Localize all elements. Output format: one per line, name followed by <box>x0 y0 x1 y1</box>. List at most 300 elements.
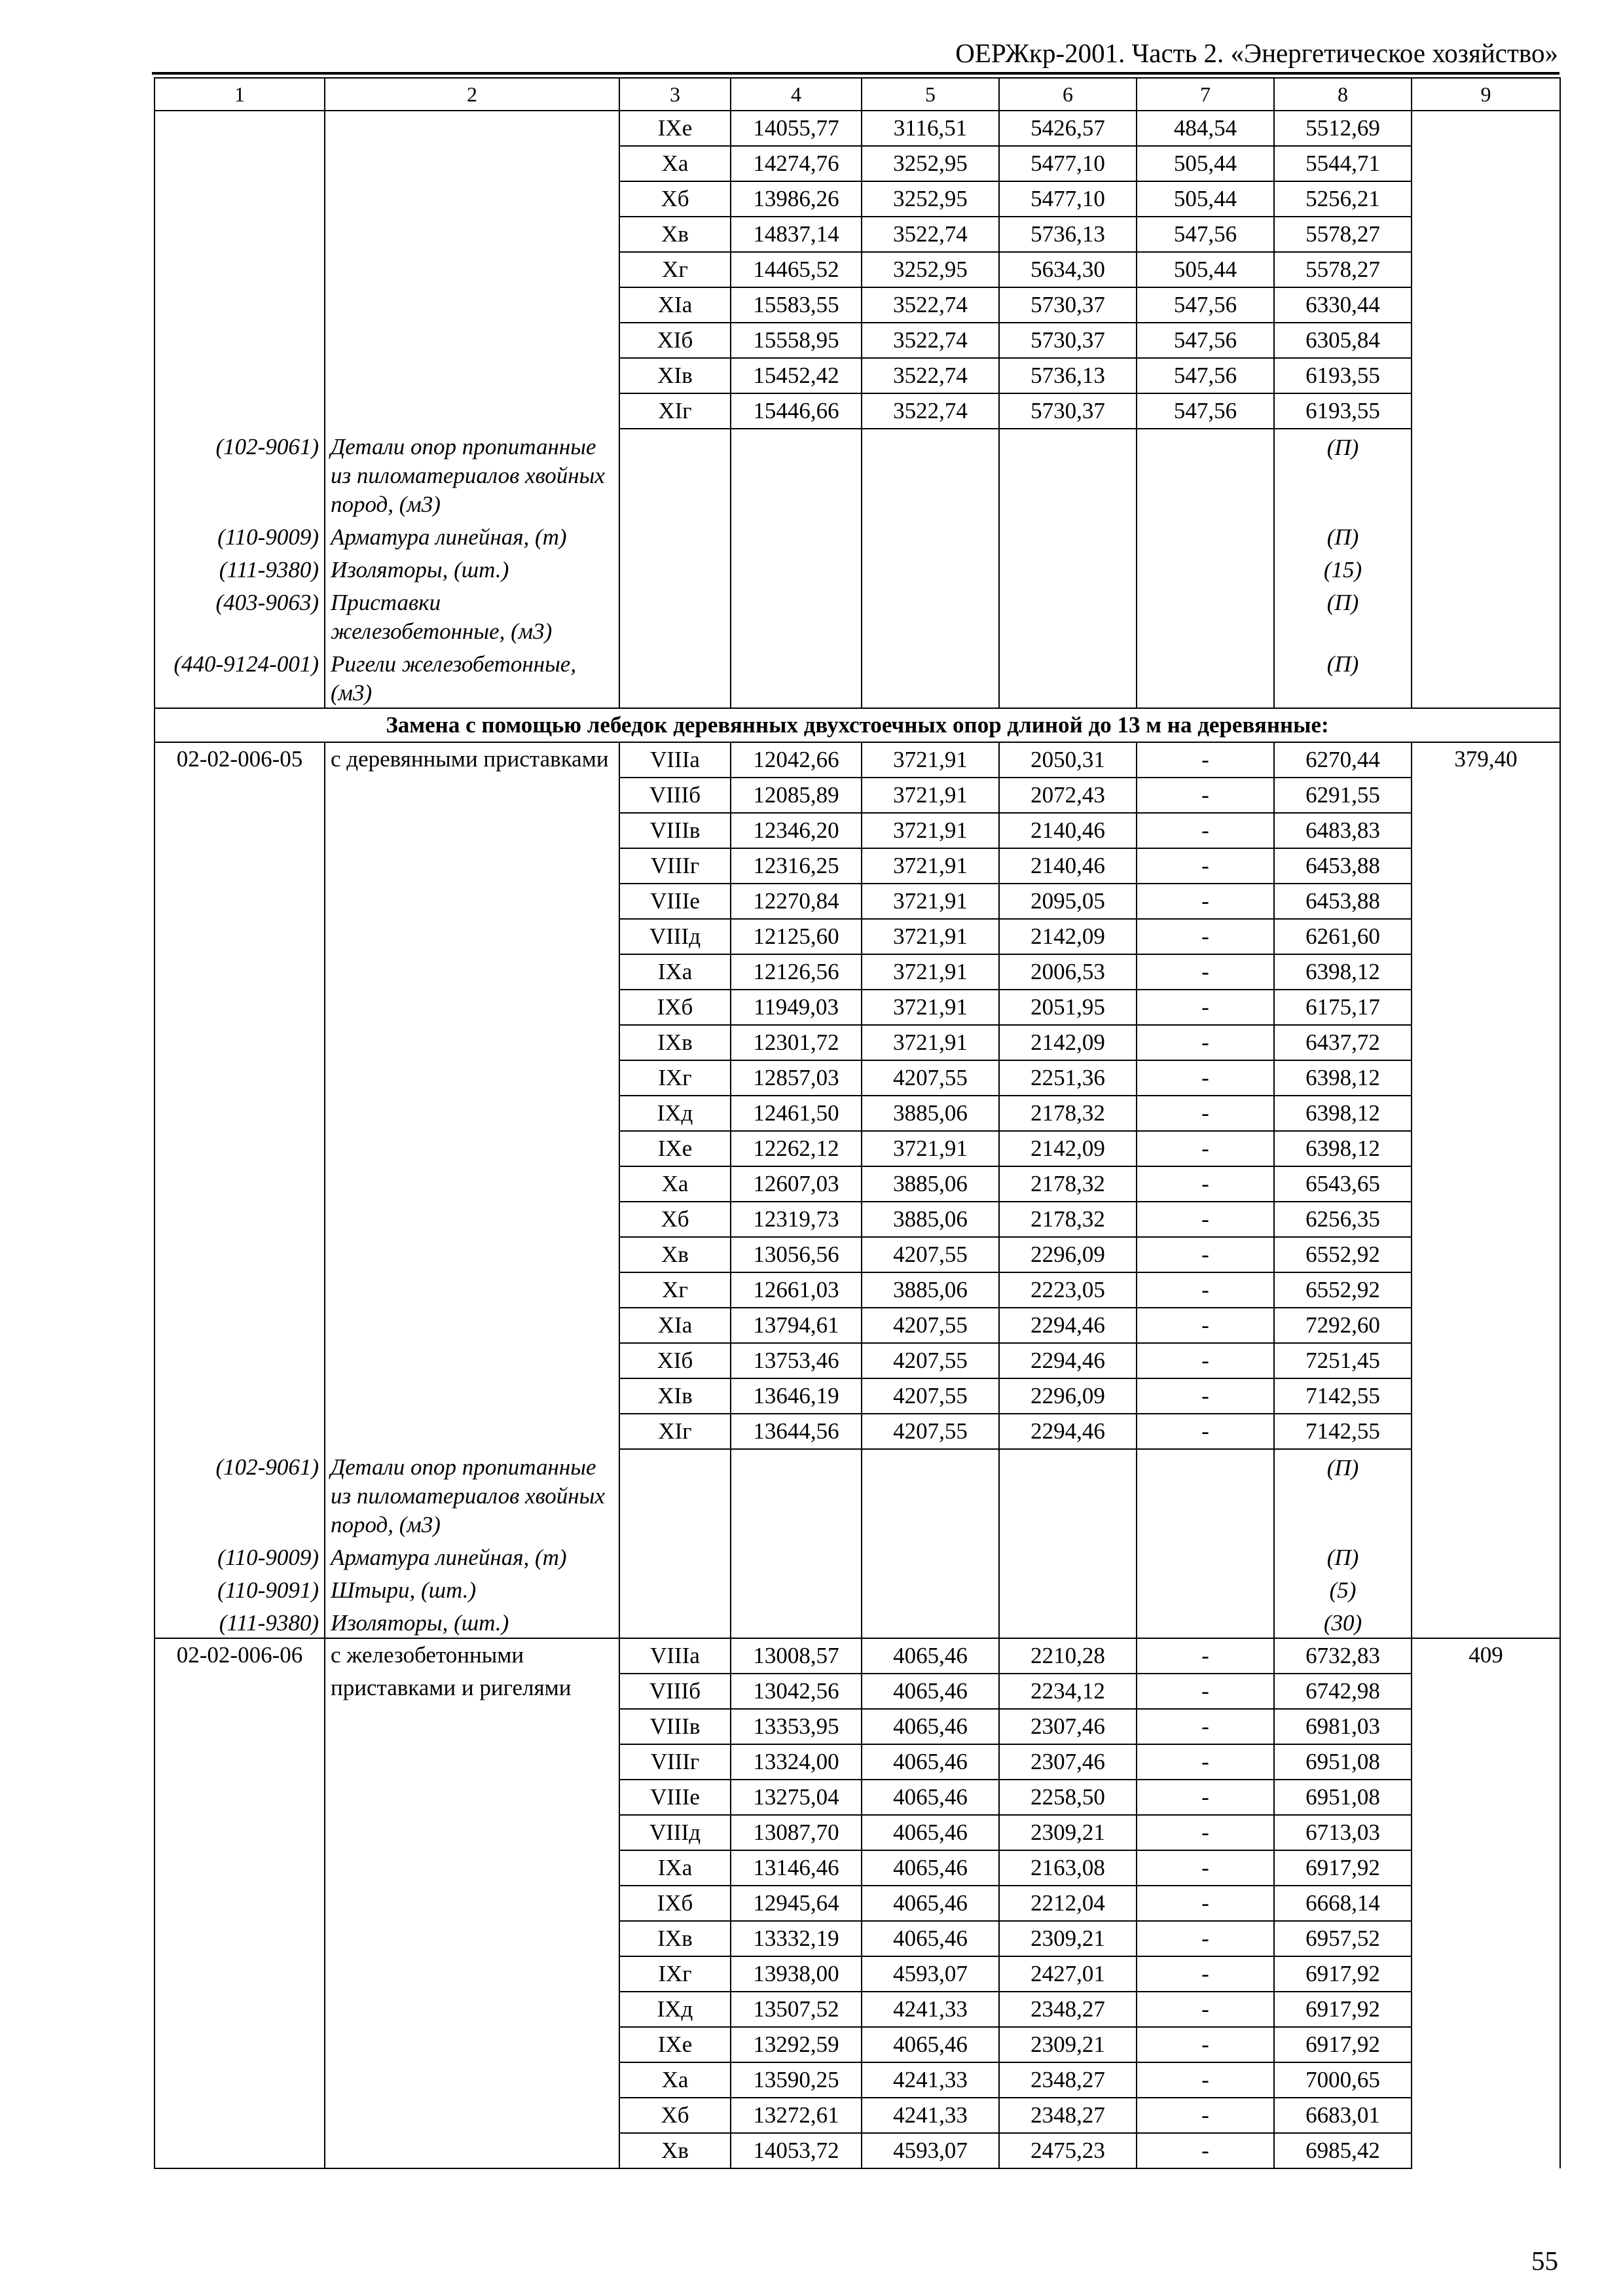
machinist-wages: - <box>1137 2062 1274 2098</box>
materials-cost: 7292,60 <box>1274 1308 1412 1343</box>
empty-cell <box>731 584 862 646</box>
tension-class: VIIIб <box>619 1674 731 1709</box>
empty-cell <box>999 1539 1137 1572</box>
resource-quantity: (30) <box>1274 1605 1412 1638</box>
resource-name: Изоляторы, (шт.) <box>325 1605 619 1638</box>
wages: 3116,51 <box>862 111 999 146</box>
machinist-wages: - <box>1137 1202 1274 1237</box>
empty-cell <box>999 1449 1137 1539</box>
empty-cell <box>1137 1572 1274 1605</box>
materials-cost: 6270,44 <box>1274 742 1412 778</box>
empty-cell <box>1137 646 1274 708</box>
resource-quantity: (П) <box>1274 1539 1412 1572</box>
empty-cell <box>1412 519 1560 552</box>
machinist-wages: - <box>1137 1850 1274 1886</box>
wages: 4065,46 <box>862 2027 999 2062</box>
machine-cost: 2178,32 <box>999 1202 1137 1237</box>
tension-class: Xа <box>619 146 731 181</box>
tension-class: Xа <box>619 2062 731 2098</box>
materials-cost: 6917,92 <box>1274 1956 1412 1992</box>
empty-cell <box>731 646 862 708</box>
machinist-wages: - <box>1137 1025 1274 1060</box>
machinist-wages: - <box>1137 1638 1274 1674</box>
wages: 4241,33 <box>862 2098 999 2133</box>
tension-class: IXд <box>619 1992 731 2027</box>
resource-code: (110-9091) <box>155 1572 325 1605</box>
rate-code <box>155 111 325 429</box>
wages: 4207,55 <box>862 1378 999 1414</box>
materials-cost: 5544,71 <box>1274 146 1412 181</box>
resource-name: Детали опор пропитанные из пиломатериалов хвойных пород, (м3) <box>325 429 619 519</box>
total-cost: 14053,72 <box>731 2133 862 2168</box>
machinist-wages: - <box>1137 2098 1274 2133</box>
resource-name: Арматура линейная, (т) <box>325 1539 619 1572</box>
total-cost: 13087,70 <box>731 1815 862 1850</box>
total-cost: 14274,76 <box>731 146 862 181</box>
wages: 4241,33 <box>862 2062 999 2098</box>
rates-table <box>154 77 1561 2169</box>
column-header-5: 5 <box>862 78 999 111</box>
total-cost: 13275,04 <box>731 1780 862 1815</box>
column-header-8: 8 <box>1274 78 1412 111</box>
machinist-wages: 547,56 <box>1137 393 1274 429</box>
machinist-wages: - <box>1137 1744 1274 1780</box>
machinist-wages: - <box>1137 778 1274 813</box>
column-header-7: 7 <box>1137 78 1274 111</box>
machinist-wages: 505,44 <box>1137 252 1274 287</box>
tension-class: IXе <box>619 2027 731 2062</box>
materials-cost: 6957,52 <box>1274 1921 1412 1956</box>
machinist-wages: - <box>1137 1096 1274 1131</box>
empty-cell <box>1412 646 1560 708</box>
tension-class: Xв <box>619 2133 731 2168</box>
machinist-wages: 547,56 <box>1137 323 1274 358</box>
empty-cell <box>999 552 1137 584</box>
resource-row <box>155 552 1560 584</box>
machinist-wages: - <box>1137 1992 1274 2027</box>
materials-cost: 5578,27 <box>1274 252 1412 287</box>
total-cost: 13986,26 <box>731 181 862 217</box>
tension-class: VIIIг <box>619 848 731 884</box>
machinist-wages: - <box>1137 848 1274 884</box>
machinist-wages: - <box>1137 1886 1274 1921</box>
labour-cost <box>1412 111 1560 429</box>
tension-class: XIв <box>619 1378 731 1414</box>
empty-cell <box>862 552 999 584</box>
materials-cost: 7251,45 <box>1274 1343 1412 1378</box>
resource-quantity: (П) <box>1274 584 1412 646</box>
resource-quantity: (П) <box>1274 1449 1412 1539</box>
empty-cell <box>731 552 862 584</box>
materials-cost: 6453,88 <box>1274 884 1412 919</box>
tension-class: Xа <box>619 1166 731 1202</box>
empty-cell <box>731 429 862 519</box>
total-cost: 12346,20 <box>731 813 862 848</box>
machinist-wages: - <box>1137 1308 1274 1343</box>
empty-cell <box>1412 1572 1560 1605</box>
total-cost: 15446,66 <box>731 393 862 429</box>
machine-cost: 2294,46 <box>999 1343 1137 1378</box>
total-cost: 12319,73 <box>731 1202 862 1237</box>
empty-cell <box>862 519 999 552</box>
wages: 4207,55 <box>862 1060 999 1096</box>
total-cost: 12126,56 <box>731 954 862 990</box>
wages: 4065,46 <box>862 1921 999 1956</box>
machinist-wages: 547,56 <box>1137 287 1274 323</box>
tension-class: IXб <box>619 1886 731 1921</box>
resource-name: Детали опор пропитанные из пиломатериалов хвойных пород, (м3) <box>325 1449 619 1539</box>
resource-name: Ригели железобетонные, (м3) <box>325 646 619 708</box>
table-row <box>155 1638 1560 1674</box>
machine-cost: 2140,46 <box>999 813 1137 848</box>
machine-cost: 5730,37 <box>999 393 1137 429</box>
total-cost: 13644,56 <box>731 1414 862 1449</box>
machinist-wages: - <box>1137 1131 1274 1166</box>
resource-quantity: (П) <box>1274 646 1412 708</box>
materials-cost: 6552,92 <box>1274 1272 1412 1308</box>
machinist-wages: 484,54 <box>1137 111 1274 146</box>
machinist-wages: - <box>1137 1060 1274 1096</box>
total-cost: 14837,14 <box>731 217 862 252</box>
materials-cost: 5256,21 <box>1274 181 1412 217</box>
tension-class: VIIIд <box>619 919 731 954</box>
total-cost: 13507,52 <box>731 1992 862 2027</box>
empty-cell <box>1137 429 1274 519</box>
machinist-wages: - <box>1137 1674 1274 1709</box>
wages: 4065,46 <box>862 1638 999 1674</box>
wages: 3721,91 <box>862 919 999 954</box>
machine-cost: 2178,32 <box>999 1096 1137 1131</box>
machinist-wages: 547,56 <box>1137 217 1274 252</box>
machinist-wages: - <box>1137 2133 1274 2168</box>
materials-cost: 7000,65 <box>1274 2062 1412 2098</box>
machine-cost: 2223,05 <box>999 1272 1137 1308</box>
wages: 4065,46 <box>862 1886 999 1921</box>
resource-row <box>155 429 1560 519</box>
materials-cost: 6398,12 <box>1274 1060 1412 1096</box>
machine-cost: 2294,46 <box>999 1308 1137 1343</box>
wages: 4065,46 <box>862 1674 999 1709</box>
total-cost: 12607,03 <box>731 1166 862 1202</box>
resource-row <box>155 1572 1560 1605</box>
total-cost: 12661,03 <box>731 1272 862 1308</box>
tension-class: IXг <box>619 1060 731 1096</box>
total-cost: 13008,57 <box>731 1638 862 1674</box>
empty-cell <box>999 646 1137 708</box>
wages: 4207,55 <box>862 1237 999 1272</box>
machine-cost: 5736,13 <box>999 217 1137 252</box>
wages: 4065,46 <box>862 1780 999 1815</box>
resource-name: Арматура линейная, (т) <box>325 519 619 552</box>
total-cost: 14055,77 <box>731 111 862 146</box>
wages: 4241,33 <box>862 1992 999 2027</box>
wages: 4065,46 <box>862 1850 999 1886</box>
materials-cost: 6261,60 <box>1274 919 1412 954</box>
tension-class: Xб <box>619 1202 731 1237</box>
total-cost: 12262,12 <box>731 1131 862 1166</box>
total-cost: 13042,56 <box>731 1674 862 1709</box>
wages: 3885,06 <box>862 1166 999 1202</box>
empty-cell <box>1412 584 1560 646</box>
machine-cost: 2163,08 <box>999 1850 1137 1886</box>
empty-cell <box>619 1539 731 1572</box>
resource-code: (102-9061) <box>155 1449 325 1539</box>
total-cost: 13292,59 <box>731 2027 862 2062</box>
materials-cost: 6951,08 <box>1274 1744 1412 1780</box>
machine-cost: 2427,01 <box>999 1956 1137 1992</box>
empty-cell <box>862 1449 999 1539</box>
machinist-wages: - <box>1137 1166 1274 1202</box>
wages: 3522,74 <box>862 287 999 323</box>
empty-cell <box>731 1572 862 1605</box>
machine-cost: 2296,09 <box>999 1378 1137 1414</box>
materials-cost: 6713,03 <box>1274 1815 1412 1850</box>
machine-cost: 2296,09 <box>999 1237 1137 1272</box>
machinist-wages: - <box>1137 813 1274 848</box>
materials-cost: 6193,55 <box>1274 393 1412 429</box>
resource-name: Штыри, (шт.) <box>325 1572 619 1605</box>
work-name: с железобетонными приставками и ригелями <box>325 1638 619 2168</box>
materials-cost: 6732,83 <box>1274 1638 1412 1674</box>
tension-class: IXб <box>619 990 731 1025</box>
running-header: ОЕРЖкр-2001. Часть 2. «Энергетическое хозяйство» <box>955 38 1558 68</box>
wages: 4065,46 <box>862 1815 999 1850</box>
machinist-wages: - <box>1137 884 1274 919</box>
empty-cell <box>1412 552 1560 584</box>
materials-cost: 6683,01 <box>1274 2098 1412 2133</box>
machinist-wages: - <box>1137 1780 1274 1815</box>
machine-cost: 2309,21 <box>999 1815 1137 1850</box>
total-cost: 12270,84 <box>731 884 862 919</box>
tension-class: VIIIе <box>619 884 731 919</box>
wages: 3522,74 <box>862 393 999 429</box>
empty-cell <box>862 1539 999 1572</box>
wages: 3721,91 <box>862 954 999 990</box>
machine-cost: 2234,12 <box>999 1674 1137 1709</box>
resource-code: (403-9063) <box>155 584 325 646</box>
tension-class: Xв <box>619 1237 731 1272</box>
materials-cost: 6742,98 <box>1274 1674 1412 1709</box>
machine-cost: 5634,30 <box>999 252 1137 287</box>
materials-cost: 6552,92 <box>1274 1237 1412 1272</box>
total-cost: 13590,25 <box>731 2062 862 2098</box>
wages: 3721,91 <box>862 778 999 813</box>
tension-class: VIIIд <box>619 1815 731 1850</box>
tension-class: IXа <box>619 1850 731 1886</box>
tension-class: XIг <box>619 1414 731 1449</box>
wages: 3252,95 <box>862 252 999 287</box>
column-header-9: 9 <box>1412 78 1560 111</box>
resource-code: (110-9009) <box>155 1539 325 1572</box>
tension-class: XIб <box>619 1343 731 1378</box>
work-name <box>325 111 619 429</box>
machine-cost: 5426,57 <box>999 111 1137 146</box>
section-heading-row <box>155 708 1560 742</box>
total-cost: 13056,56 <box>731 1237 862 1272</box>
empty-cell <box>619 1572 731 1605</box>
machine-cost: 2142,09 <box>999 1025 1137 1060</box>
empty-cell <box>731 1449 862 1539</box>
total-cost: 15558,95 <box>731 323 862 358</box>
tension-class: IXе <box>619 111 731 146</box>
table-row <box>155 742 1560 778</box>
wages: 3721,91 <box>862 1131 999 1166</box>
tension-class: VIIIе <box>619 1780 731 1815</box>
labour-cost: 409 <box>1412 1638 1560 2168</box>
total-cost: 11949,03 <box>731 990 862 1025</box>
empty-cell <box>1137 552 1274 584</box>
machinist-wages: - <box>1137 1921 1274 1956</box>
materials-cost: 6175,17 <box>1274 990 1412 1025</box>
machinist-wages: - <box>1137 1815 1274 1850</box>
materials-cost: 6398,12 <box>1274 1131 1412 1166</box>
machine-cost: 5730,37 <box>999 323 1137 358</box>
empty-cell <box>1412 429 1560 519</box>
machine-cost: 2348,27 <box>999 2098 1137 2133</box>
wages: 3885,06 <box>862 1202 999 1237</box>
total-cost: 12945,64 <box>731 1886 862 1921</box>
total-cost: 15452,42 <box>731 358 862 393</box>
tension-class: XIв <box>619 358 731 393</box>
tension-class: XIа <box>619 287 731 323</box>
machine-cost: 2095,05 <box>999 884 1137 919</box>
empty-cell <box>999 519 1137 552</box>
empty-cell <box>1412 1449 1560 1539</box>
column-header-3: 3 <box>619 78 731 111</box>
tension-class: IXд <box>619 1096 731 1131</box>
materials-cost: 6951,08 <box>1274 1780 1412 1815</box>
total-cost: 13272,61 <box>731 2098 862 2133</box>
machine-cost: 5477,10 <box>999 181 1137 217</box>
machine-cost: 2251,36 <box>999 1060 1137 1096</box>
wages: 3885,06 <box>862 1096 999 1131</box>
wages: 3522,74 <box>862 358 999 393</box>
materials-cost: 6917,92 <box>1274 2027 1412 2062</box>
machine-cost: 2178,32 <box>999 1166 1137 1202</box>
machine-cost: 2142,09 <box>999 919 1137 954</box>
empty-cell <box>1412 1539 1560 1572</box>
machinist-wages: - <box>1137 1378 1274 1414</box>
wages: 3522,74 <box>862 217 999 252</box>
resource-quantity: (15) <box>1274 552 1412 584</box>
machinist-wages: - <box>1137 2027 1274 2062</box>
wages: 3252,95 <box>862 146 999 181</box>
resource-row <box>155 1539 1560 1572</box>
machine-cost: 2309,21 <box>999 1921 1137 1956</box>
total-cost: 13646,19 <box>731 1378 862 1414</box>
machine-cost: 2072,43 <box>999 778 1137 813</box>
machine-cost: 2258,50 <box>999 1780 1137 1815</box>
tension-class: VIIIа <box>619 742 731 778</box>
tension-class: Xб <box>619 181 731 217</box>
wages: 3252,95 <box>862 181 999 217</box>
tension-class: VIIIв <box>619 813 731 848</box>
machine-cost: 5736,13 <box>999 358 1137 393</box>
machine-cost: 2348,27 <box>999 2062 1137 2098</box>
total-cost: 13332,19 <box>731 1921 862 1956</box>
page-number: 55 <box>1531 2246 1558 2276</box>
total-cost: 13353,95 <box>731 1709 862 1744</box>
wages: 4065,46 <box>862 1709 999 1744</box>
empty-cell <box>862 646 999 708</box>
resource-code: (111-9380) <box>155 1605 325 1638</box>
empty-cell <box>731 1605 862 1638</box>
materials-cost: 5512,69 <box>1274 111 1412 146</box>
machinist-wages: - <box>1137 1237 1274 1272</box>
machinist-wages: - <box>1137 1956 1274 1992</box>
materials-cost: 6193,55 <box>1274 358 1412 393</box>
total-cost: 12042,66 <box>731 742 862 778</box>
wages: 3721,91 <box>862 884 999 919</box>
machinist-wages: - <box>1137 1709 1274 1744</box>
materials-cost: 6917,92 <box>1274 1850 1412 1886</box>
empty-cell <box>999 1572 1137 1605</box>
tension-class: IXг <box>619 1956 731 1992</box>
total-cost: 12301,72 <box>731 1025 862 1060</box>
wages: 3721,91 <box>862 742 999 778</box>
machine-cost: 2210,28 <box>999 1638 1137 1674</box>
wages: 4207,55 <box>862 1308 999 1343</box>
materials-cost: 6917,92 <box>1274 1992 1412 2027</box>
total-cost: 14465,52 <box>731 252 862 287</box>
labour-cost: 379,40 <box>1412 742 1560 1449</box>
machinist-wages: 505,44 <box>1137 181 1274 217</box>
machine-cost: 2309,21 <box>999 2027 1137 2062</box>
total-cost: 13146,46 <box>731 1850 862 1886</box>
machine-cost: 2006,53 <box>999 954 1137 990</box>
empty-cell <box>862 1572 999 1605</box>
wages: 3522,74 <box>862 323 999 358</box>
empty-cell <box>619 1605 731 1638</box>
tension-class: XIг <box>619 393 731 429</box>
materials-cost: 6330,44 <box>1274 287 1412 323</box>
empty-cell <box>862 429 999 519</box>
tension-class: VIIIб <box>619 778 731 813</box>
wages: 3721,91 <box>862 1025 999 1060</box>
resource-code: (102-9061) <box>155 429 325 519</box>
resource-quantity: (П) <box>1274 519 1412 552</box>
tension-class: XIа <box>619 1308 731 1343</box>
empty-cell <box>999 584 1137 646</box>
machinist-wages: - <box>1137 954 1274 990</box>
tension-class: IXе <box>619 1131 731 1166</box>
machinist-wages: 505,44 <box>1137 146 1274 181</box>
total-cost: 13324,00 <box>731 1744 862 1780</box>
machinist-wages: - <box>1137 990 1274 1025</box>
empty-cell <box>1137 584 1274 646</box>
total-cost: 13794,61 <box>731 1308 862 1343</box>
total-cost: 12461,50 <box>731 1096 862 1131</box>
machine-cost: 5477,10 <box>999 146 1137 181</box>
machine-cost: 2307,46 <box>999 1744 1137 1780</box>
empty-cell <box>999 429 1137 519</box>
resource-name: Приставки железобетонные, (м3) <box>325 584 619 646</box>
section-title: Замена с помощью лебедок деревянных двухстоечных опор длиной до 13 м на деревянные: <box>155 708 1560 742</box>
machinist-wages: - <box>1137 1343 1274 1378</box>
materials-cost: 6543,65 <box>1274 1166 1412 1202</box>
materials-cost: 6981,03 <box>1274 1709 1412 1744</box>
resource-quantity: (П) <box>1274 429 1412 519</box>
resource-row <box>155 519 1560 552</box>
machine-cost: 2142,09 <box>999 1131 1137 1166</box>
wages: 4207,55 <box>862 1414 999 1449</box>
empty-cell <box>731 1539 862 1572</box>
column-header-6: 6 <box>999 78 1137 111</box>
empty-cell <box>1137 1605 1274 1638</box>
total-cost: 12125,60 <box>731 919 862 954</box>
empty-cell <box>1137 1539 1274 1572</box>
machinist-wages: - <box>1137 1272 1274 1308</box>
